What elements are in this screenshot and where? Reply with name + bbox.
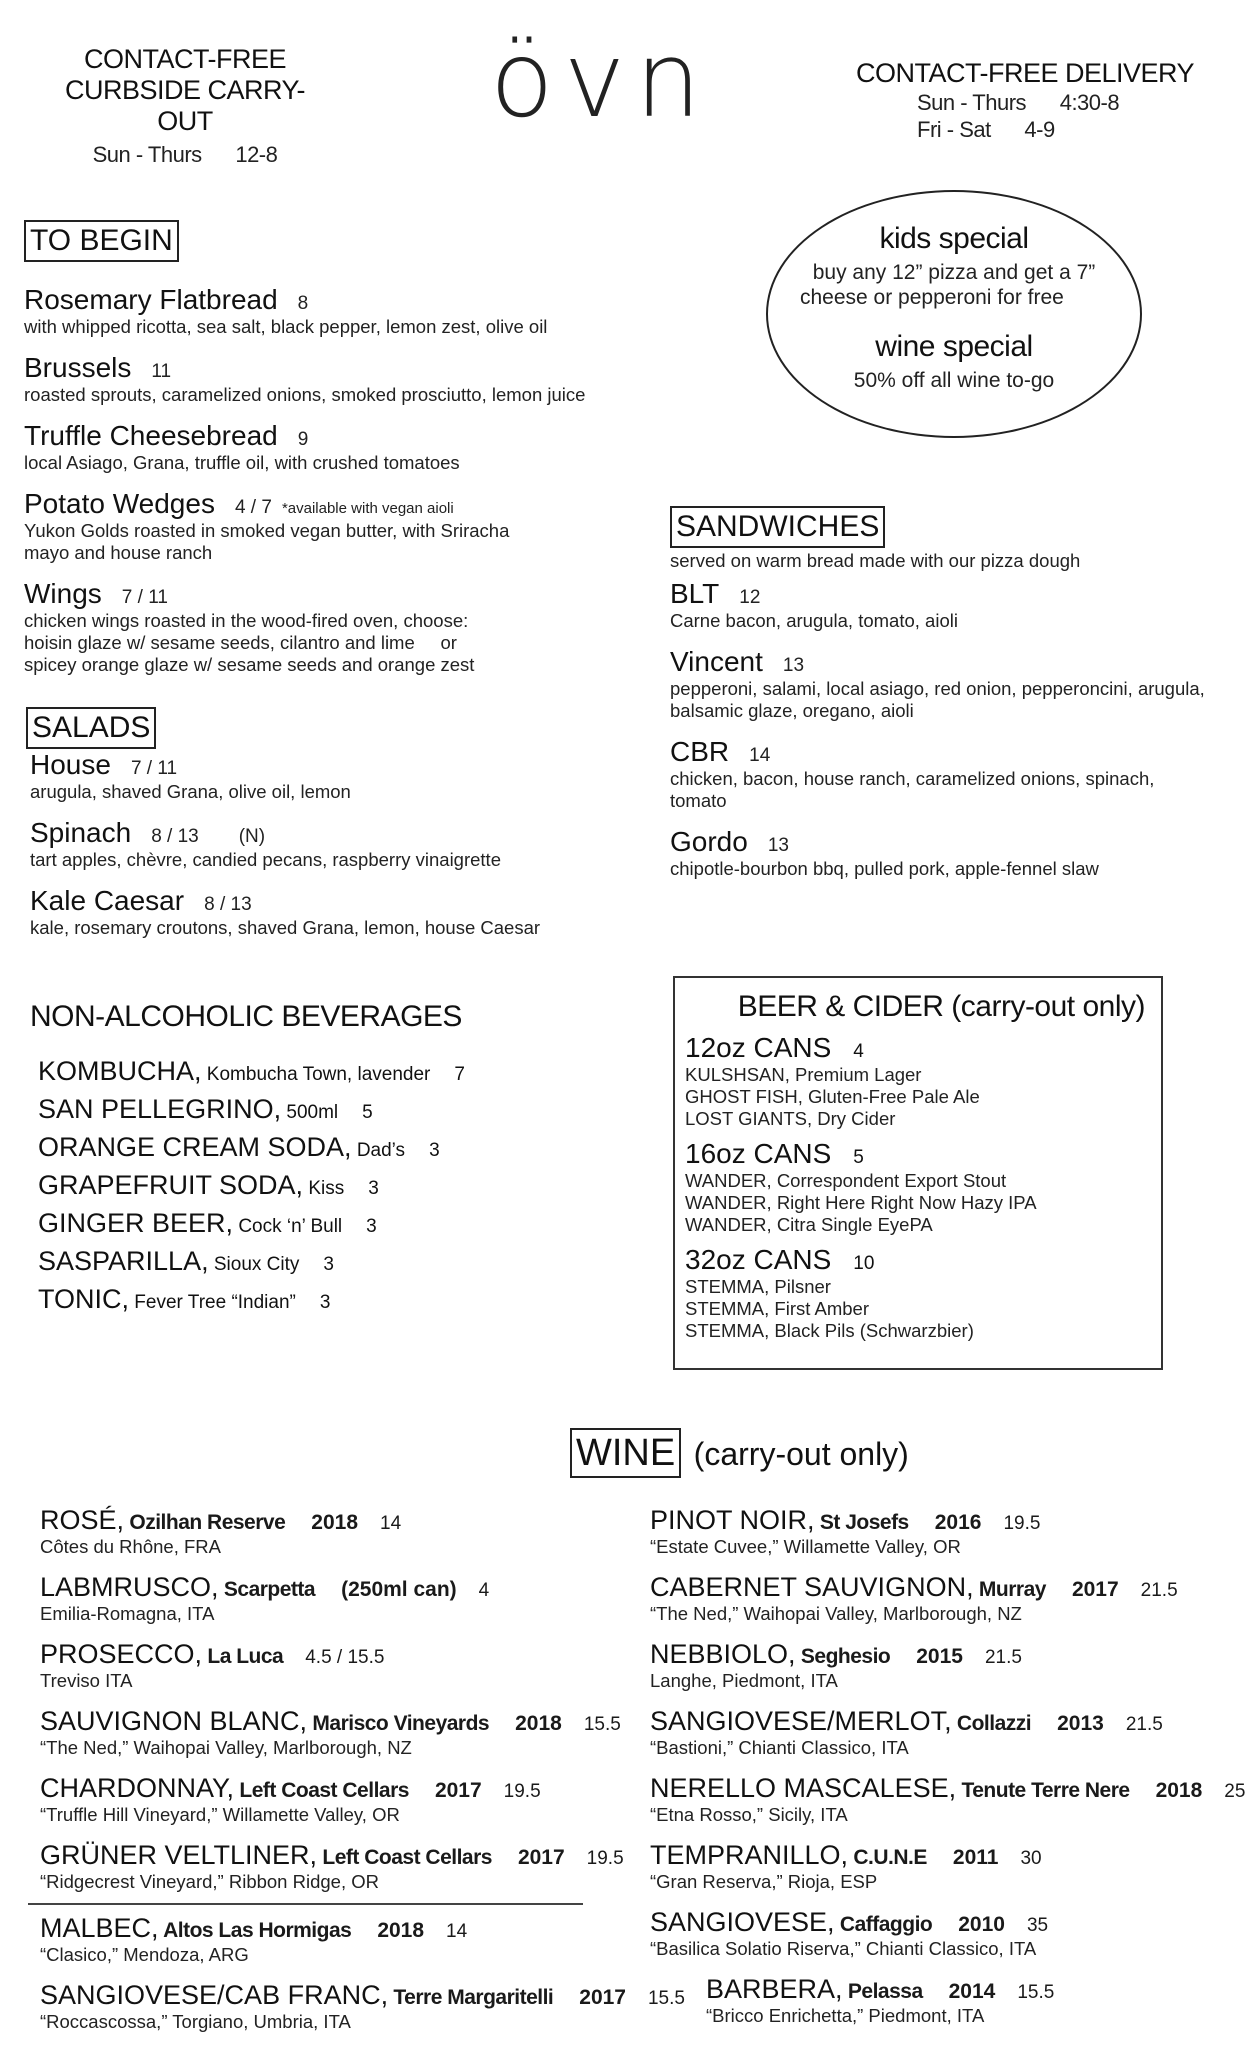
wine-region: Côtes du Rhône, FRA <box>40 1536 221 1557</box>
wine-producer: Tenute Terre Nere <box>956 1779 1130 1802</box>
wine-varietal: PROSECCO, <box>40 1639 203 1669</box>
beverage-variant: Kiss <box>303 1178 345 1199</box>
wine-year: 2018 <box>515 1712 562 1735</box>
item-price: 4 / 7 <box>234 497 272 518</box>
delivery-title: CONTACT-FREE DELIVERY <box>855 58 1195 88</box>
beer-group <box>685 1032 1145 1130</box>
wine-item <box>647 1974 1240 2027</box>
item-desc: mayo and house ranch <box>24 542 213 563</box>
item-name: Vincent <box>670 646 763 677</box>
wine-price: 14 <box>446 1921 468 1942</box>
wine-price: 21.5 <box>1125 1714 1163 1735</box>
wine-producer: Left Coast Cellars <box>317 1846 492 1869</box>
wine-region: “Roccascossa,” Torgiano, Umbria, ITA <box>40 2011 351 2032</box>
beverage-variant: Fever Tree “Indian” <box>129 1292 296 1313</box>
wine-price: 25 <box>1224 1781 1245 1802</box>
wine-list-right <box>647 1505 1245 2027</box>
beer-group-price: 10 <box>853 1253 875 1274</box>
wine-price: 14 <box>380 1513 402 1534</box>
item-price: 13 <box>782 655 805 676</box>
wine-price: 30 <box>1020 1848 1042 1869</box>
wine-varietal: BARBERA, <box>706 1974 843 2004</box>
item-price: 11 <box>151 361 172 382</box>
wine-year: 2011 <box>952 1846 999 1869</box>
wine-region: Emilia-Romagna, ITA <box>40 1603 215 1624</box>
beer-line: GHOST FISH, Gluten-Free Pale Ale <box>685 1086 980 1107</box>
wine-item <box>650 1907 1240 1960</box>
wine-varietal: NERELLO MASCALESE, <box>650 1773 957 1803</box>
beverage-price: 5 <box>362 1102 373 1123</box>
wine-producer: Terre Margaritelli <box>388 1986 554 2009</box>
kids-special-desc-2: cheese or pepperoni for free <box>800 286 1064 309</box>
beverage-item <box>38 1092 630 1130</box>
wine-item <box>650 1773 1245 1826</box>
kids-special-desc-1: buy any 12” pizza and get a 7” <box>812 261 1096 284</box>
item-name: BLT <box>670 578 720 609</box>
wine-item <box>40 1572 650 1625</box>
item-price: 9 <box>297 429 309 450</box>
item-note: *available with vegan aioli <box>281 500 454 517</box>
to-begin-section <box>24 220 664 676</box>
item-name: Brussels <box>24 352 132 383</box>
wine-year: 2010 <box>958 1913 1005 1936</box>
beverage-price: 3 <box>368 1178 379 1199</box>
wine-region: “Etna Rosso,” Sicily, ITA <box>650 1804 848 1825</box>
curbside-header <box>40 44 330 170</box>
beer-group-name: 12oz CANS <box>685 1032 832 1063</box>
sandwiches-section <box>670 506 1230 880</box>
item-desc: kale, rosemary croutons, shaved Grana, lemon, house Caesar <box>30 917 541 938</box>
wine-year: (250ml can) <box>341 1578 457 1601</box>
item-name: CBR <box>670 736 730 767</box>
beverage-variant: Cock ‘n’ Bull <box>233 1216 343 1237</box>
wine-price: 19.5 <box>586 1848 624 1869</box>
wine-varietal: SAUVIGNON BLANC, <box>40 1706 308 1736</box>
wine-item <box>40 1773 650 1826</box>
item-price: 7 / 11 <box>121 587 168 608</box>
wine-varietal: PINOT NOIR, <box>650 1505 815 1535</box>
wine-item <box>650 1572 1240 1625</box>
delivery-header <box>845 58 1205 143</box>
wine-region: Langhe, Piedmont, ITA <box>650 1670 838 1691</box>
beer-group-name: 16oz CANS <box>685 1138 832 1169</box>
wine-varietal: MALBEC, <box>40 1913 159 1943</box>
curbside-title-line-2: CURBSIDE CARRY-OUT <box>64 75 306 136</box>
wine-special-title: wine special <box>875 330 1033 363</box>
wine-item <box>40 1706 650 1759</box>
wine-region: “Ridgecrest Vineyard,” Ribbon Ridge, OR <box>40 1871 379 1892</box>
beer-line: STEMMA, First Amber <box>685 1298 869 1319</box>
wine-year: 2017 <box>434 1779 482 1802</box>
item-price: 8 <box>297 293 309 314</box>
wine-price: 15.5 <box>647 1988 685 2009</box>
item-desc: Yukon Golds roasted in smoked vegan butter, with Sriracha <box>24 520 510 541</box>
wine-varietal: SANGIOVESE/CAB FRANC, <box>40 1980 389 2010</box>
wine-producer: Left Coast Cellars <box>234 1779 409 1802</box>
wine-item <box>40 1913 650 1966</box>
wine-producer: Altos Las Hormigas <box>158 1919 352 1942</box>
wine-year: 2017 <box>1071 1578 1119 1601</box>
item-name: Potato Wedges <box>24 488 215 519</box>
wine-price: 15.5 <box>1017 1982 1055 2003</box>
beverage-variant: Sioux City <box>208 1254 300 1275</box>
wine-year: 2016 <box>934 1511 982 1534</box>
menu-item <box>24 284 664 338</box>
beverage-name: ORANGE CREAM SODA, <box>38 1132 352 1162</box>
wine-varietal: CABERNET SAUVIGNON, <box>650 1572 974 1602</box>
beer-line: STEMMA, Pilsner <box>685 1276 831 1297</box>
item-desc: pepperoni, salami, local asiago, red onion, pepperoncini, arugula, <box>670 678 1205 699</box>
beer-group-price: 4 <box>853 1041 864 1062</box>
beverage-name: KOMBUCHA, <box>38 1056 202 1086</box>
beverage-item <box>38 1244 630 1282</box>
wine-divider <box>28 1903 583 1905</box>
menu-item <box>24 578 664 676</box>
item-name: Spinach <box>30 817 132 848</box>
beverage-name: TONIC, <box>38 1284 130 1314</box>
wine-region: “The Ned,” Waihopai Valley, Marlborough, NZ <box>650 1603 1022 1624</box>
item-price: 8 / 13 <box>204 894 252 915</box>
menu-item <box>26 885 646 939</box>
menu-item <box>26 817 646 871</box>
wine-region: “Truffle Hill Vineyard,” Willamette Valley, OR <box>40 1804 400 1825</box>
item-desc: tart apples, chèvre, candied pecans, raspberry vinaigrette <box>30 849 501 870</box>
beer-line: WANDER, Correspondent Export Stout <box>685 1170 1007 1191</box>
wine-producer: C.U.N.E <box>848 1846 927 1869</box>
beer-group-name: 32oz CANS <box>685 1244 832 1275</box>
beverage-item <box>38 1130 630 1168</box>
wine-year: 2018 <box>377 1919 425 1942</box>
kids-special-title: kids special <box>879 222 1029 255</box>
beverages-section <box>30 1000 630 1320</box>
wine-region: “Estate Cuvee,” Willamette Valley, OR <box>650 1536 961 1557</box>
wine-varietal: NEBBIOLO, <box>650 1639 796 1669</box>
wine-item <box>650 1639 1240 1692</box>
sandwiches-subtitle: served on warm bread made with our pizza dough <box>670 550 1081 571</box>
wine-price: 4 <box>478 1580 490 1601</box>
wine-region: “Gran Reserva,” Rioja, ESP <box>650 1871 878 1892</box>
beer-line: KULSHSAN, Premium Lager <box>685 1064 922 1085</box>
sandwiches-heading: SANDWICHES <box>670 506 885 548</box>
wine-producer: Marisco Vineyards <box>307 1712 490 1735</box>
wine-price: 4.5 / 15.5 <box>305 1647 385 1668</box>
beverage-name: GRAPEFRUIT SODA, <box>38 1170 304 1200</box>
wine-producer: Pelassa <box>842 1980 923 2003</box>
item-name: Kale Caesar <box>30 885 185 916</box>
wine-heading: WINE <box>570 1428 681 1478</box>
beverage-price: 3 <box>429 1140 440 1161</box>
wine-item <box>40 1639 650 1692</box>
wine-producer: Seghesio <box>795 1645 891 1668</box>
menu-item <box>24 420 664 474</box>
curbside-title-line-1: CONTACT-FREE <box>84 44 286 74</box>
item-price: 13 <box>767 835 789 856</box>
menu-item <box>670 826 1230 880</box>
wine-subheading: (carry-out only) <box>693 1436 909 1472</box>
beverage-price: 3 <box>366 1216 377 1237</box>
wine-region: “Basilica Solatio Riserva,” Chianti Classico, ITA <box>650 1938 1037 1959</box>
item-desc: balsamic glaze, oregano, aioli <box>670 700 914 721</box>
delivery-hours-weekday: Sun - Thurs 4:30-8 <box>917 90 1120 115</box>
beer-line: WANDER, Citra Single EyePA <box>685 1214 933 1235</box>
wine-producer: Caffaggio <box>834 1913 933 1936</box>
item-name: Truffle Cheesebread <box>24 420 278 451</box>
item-desc: chicken wings roasted in the wood-fired oven, choose: <box>24 610 469 631</box>
menu-item <box>24 352 664 406</box>
wine-special-desc: 50% off all wine to-go <box>853 369 1055 392</box>
wine-item <box>650 1505 1240 1558</box>
beverage-name: GINGER BEER, <box>38 1208 234 1238</box>
wine-year: 2017 <box>579 1986 626 2009</box>
item-name: Rosemary Flatbread <box>24 284 278 315</box>
beverage-item <box>38 1282 630 1320</box>
delivery-hours-weekend: Fri - Sat 4-9 <box>917 117 1055 142</box>
item-name: Gordo <box>670 826 748 857</box>
beverages-list <box>30 1054 630 1320</box>
wine-varietal: TEMPRANILLO, <box>650 1840 849 1870</box>
beer-group <box>685 1138 1145 1236</box>
restaurant-logo: övn <box>490 19 712 141</box>
wine-item <box>40 1840 650 1893</box>
item-desc: chipotle-bourbon bbq, pulled pork, apple-fennel slaw <box>670 858 1099 879</box>
beverage-price: 7 <box>454 1064 465 1085</box>
wine-item <box>650 1840 1240 1893</box>
wine-price: 19.5 <box>1003 1513 1041 1534</box>
item-desc: chicken, bacon, house ranch, caramelized onions, spinach, <box>670 768 1155 789</box>
wine-varietal: CHARDONNAY, <box>40 1773 235 1803</box>
item-desc: Carne bacon, arugula, tomato, aioli <box>670 610 958 631</box>
item-price: 14 <box>749 745 771 766</box>
wine-list-left <box>40 1505 685 2033</box>
wine-item <box>650 1706 1240 1759</box>
beer-group-price: 5 <box>853 1147 864 1168</box>
wine-price: 19.5 <box>503 1781 541 1802</box>
beverage-item <box>38 1206 630 1244</box>
beverage-variant: Dad’s <box>351 1140 406 1161</box>
item-desc: hoisin glaze w/ sesame seeds, cilantro and lime or <box>24 632 457 653</box>
wine-region: “The Ned,” Waihopai Valley, Marlborough, NZ <box>40 1737 412 1758</box>
wine-price: 15.5 <box>583 1714 621 1735</box>
wine-year: 2013 <box>1057 1712 1104 1735</box>
menu-item <box>670 646 1230 722</box>
wine-header <box>570 1428 909 1478</box>
item-price: 8 / 13 <box>151 826 199 847</box>
beer-line: WANDER, Right Here Right Now Hazy IPA <box>685 1192 1037 1213</box>
menu-item <box>670 578 1230 632</box>
wine-producer: Murray <box>973 1578 1046 1601</box>
beverage-item <box>38 1168 630 1206</box>
wine-year: 2018 <box>1155 1779 1203 1802</box>
wine-producer: Scarpetta <box>218 1578 316 1601</box>
wine-year: 2017 <box>517 1846 565 1869</box>
wine-producer: Ozilhan Reserve <box>124 1511 286 1534</box>
wine-region: “Bastioni,” Chianti Classico, ITA <box>650 1737 909 1758</box>
beverage-item <box>38 1054 630 1092</box>
wine-varietal: ROSÉ, <box>40 1505 125 1535</box>
wine-region: “Bricco Enrichetta,” Piedmont, ITA <box>706 2005 985 2026</box>
beverage-name: SAN PELLEGRINO, <box>38 1094 282 1124</box>
beverage-variant: 500ml <box>281 1102 339 1123</box>
wine-year: 2018 <box>311 1511 358 1534</box>
wine-varietal: SANGIOVESE/MERLOT, <box>650 1706 952 1736</box>
menu-item <box>670 736 1230 812</box>
item-desc: tomato <box>670 790 727 811</box>
item-note: (N) <box>238 826 266 847</box>
wine-price: 21.5 <box>1140 1580 1178 1601</box>
wine-producer: St Josefs <box>814 1511 909 1534</box>
wine-varietal: SANGIOVESE, <box>650 1907 835 1937</box>
wine-year: 2015 <box>916 1645 963 1668</box>
to-begin-heading: TO BEGIN <box>24 220 179 262</box>
wine-price: 35 <box>1026 1915 1049 1936</box>
beverage-variant: Kombucha Town, lavender <box>201 1064 431 1085</box>
beer-cider-box <box>673 976 1163 1370</box>
beer-cider-heading: BEER & CIDER (carry-out only) <box>737 990 1145 1023</box>
beverage-price: 3 <box>319 1292 331 1313</box>
beer-line: LOST GIANTS, Dry Cider <box>685 1108 896 1129</box>
beer-line: STEMMA, Black Pils (Schwarzbier) <box>685 1320 974 1341</box>
beverage-name: SASPARILLA, <box>38 1246 209 1276</box>
wine-varietal: GRÜNER VELTLINER, <box>40 1840 318 1870</box>
item-desc: with whipped ricotta, sea salt, black pepper, lemon zest, olive oil <box>24 316 548 337</box>
wine-producer: Collazzi <box>951 1712 1032 1735</box>
beverages-heading: NON-ALCOHOLIC BEVERAGES <box>30 1000 462 1033</box>
wine-varietal: LABMRUSCO, <box>40 1572 219 1602</box>
item-desc: local Asiago, Grana, truffle oil, with crushed tomatoes <box>24 452 460 473</box>
wine-item <box>40 1505 650 1558</box>
item-desc: arugula, shaved Grana, olive oil, lemon <box>30 781 351 802</box>
salads-section <box>26 707 646 939</box>
beer-group <box>685 1244 1145 1342</box>
item-price: 7 / 11 <box>130 758 178 779</box>
wine-item <box>40 1980 685 2033</box>
item-name: Wings <box>24 578 102 609</box>
item-name: House <box>30 749 111 780</box>
curbside-hours: Sun - Thurs 12-8 <box>92 142 278 167</box>
wine-price: 21.5 <box>984 1647 1022 1668</box>
menu-item <box>24 488 664 564</box>
wine-region: “Clasico,” Mendoza, ARG <box>40 1944 249 1965</box>
menu-item <box>26 749 646 803</box>
item-price: 12 <box>739 587 761 608</box>
wine-year: 2014 <box>948 1980 996 2003</box>
salads-heading: SALADS <box>26 707 156 749</box>
specials-oval <box>766 190 1142 438</box>
wine-producer: La Luca <box>202 1645 284 1668</box>
item-desc: spicey orange glaze w/ sesame seeds and orange zest <box>24 654 475 675</box>
item-desc: roasted sprouts, caramelized onions, smoked prosciutto, lemon juice <box>24 384 586 405</box>
wine-region: Treviso ITA <box>40 1670 133 1691</box>
beverage-price: 3 <box>323 1254 334 1275</box>
